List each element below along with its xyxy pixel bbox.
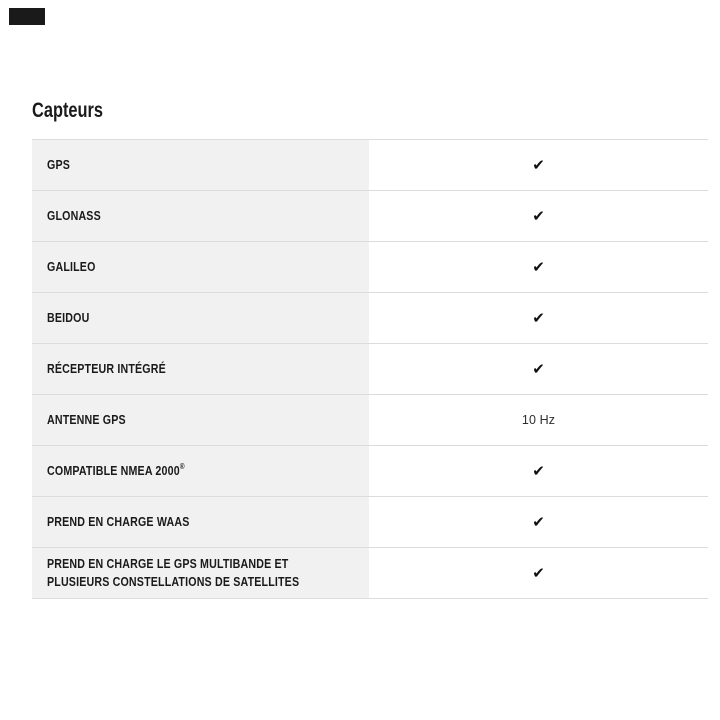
spec-label-cell — [32, 395, 369, 445]
spec-value-cell — [369, 140, 708, 190]
table-row — [32, 293, 708, 344]
table-row — [32, 242, 708, 293]
spec-label: PREND EN CHARGE LE GPS MULTIBANDE ET PLUSIEURS CONSTELLATIONS DE SATELLITES — [47, 556, 300, 589]
top-left-dark-bar — [9, 8, 45, 25]
check-icon: ✔ — [532, 156, 545, 174]
spec-value-cell — [369, 293, 708, 343]
spec-label: GPS — [47, 157, 71, 172]
spec-value-cell — [369, 191, 708, 241]
spec-value-cell — [369, 344, 708, 394]
spec-label-cell — [32, 293, 369, 343]
spec-label-cell — [32, 497, 369, 547]
check-icon: ✔ — [532, 564, 545, 582]
table-row — [32, 548, 708, 599]
spec-table — [32, 139, 708, 599]
registered-trademark-symbol: ® — [179, 461, 185, 471]
spec-label: RÉCEPTEUR INTÉGRÉ — [47, 361, 166, 376]
check-icon: ✔ — [532, 207, 545, 225]
spec-label: BEIDOU — [47, 310, 90, 325]
spec-value-cell — [369, 242, 708, 292]
spec-label-cell — [32, 446, 369, 496]
spec-label: GALILEO — [47, 259, 96, 274]
spec-label-cell — [32, 242, 369, 292]
spec-value-cell — [369, 395, 708, 445]
spec-value-cell — [369, 497, 708, 547]
check-icon: ✔ — [532, 462, 545, 480]
spec-label: ANTENNE GPS — [47, 412, 126, 427]
spec-value: 10 Hz — [521, 413, 556, 427]
spec-label-cell — [32, 191, 369, 241]
spec-label-cell — [32, 548, 369, 598]
table-row — [32, 191, 708, 242]
table-row — [32, 497, 708, 548]
spec-value-cell — [369, 446, 708, 496]
check-icon: ✔ — [532, 513, 545, 531]
spec-label: PREND EN CHARGE WAAS — [47, 514, 190, 529]
check-icon: ✔ — [532, 360, 545, 378]
spec-label-cell — [32, 344, 369, 394]
check-icon: ✔ — [532, 258, 545, 276]
spec-label: COMPATIBLE NMEA 2000® — [47, 461, 185, 478]
table-row — [32, 446, 708, 497]
table-row — [32, 344, 708, 395]
section-title: Capteurs — [32, 99, 104, 122]
spec-label-cell — [32, 140, 369, 190]
check-icon: ✔ — [532, 309, 545, 327]
spec-label: GLONASS — [47, 208, 101, 223]
spec-value-cell — [369, 548, 708, 598]
table-row — [32, 140, 708, 191]
table-row — [32, 395, 708, 446]
